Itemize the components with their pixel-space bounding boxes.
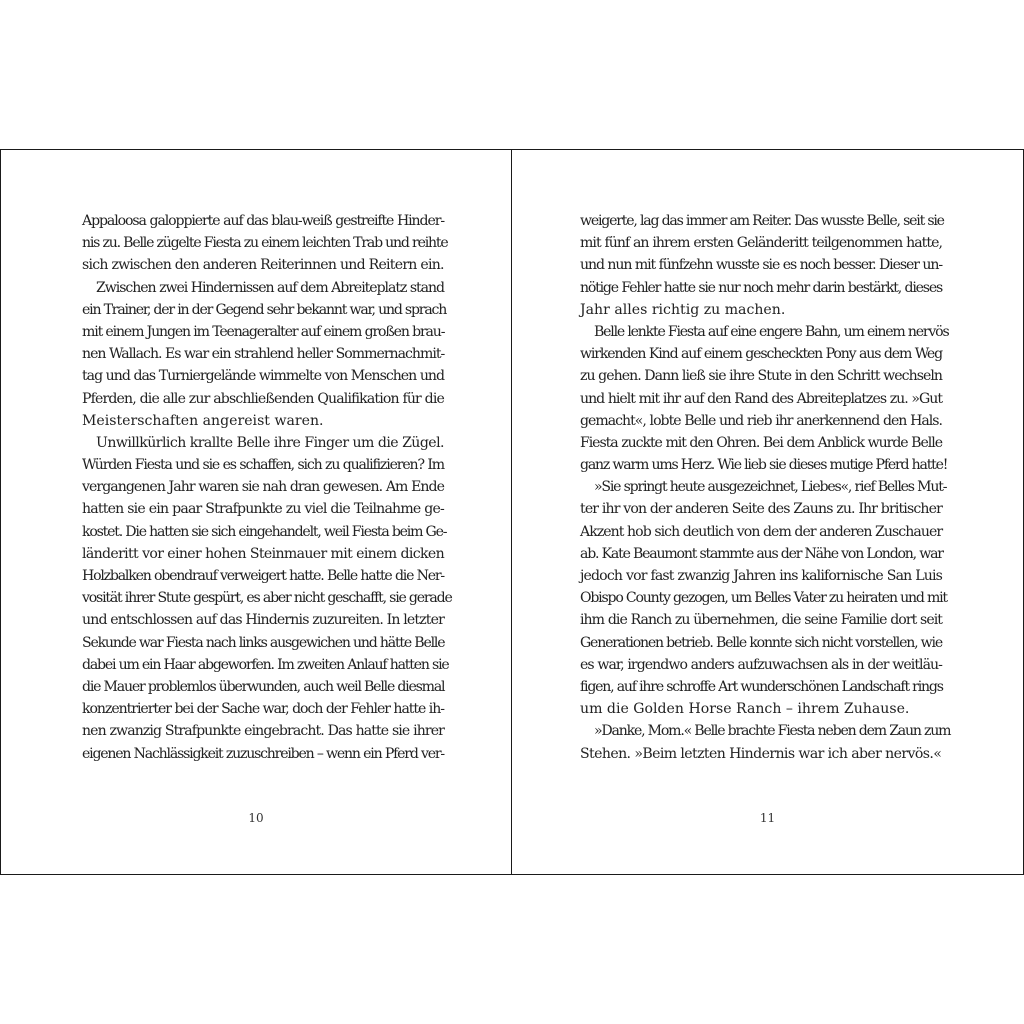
text-line: Unwillkürlich krallte Belle ihre Finger um die Zügel. (96, 434, 444, 451)
text-line: tag und das Turniergelände wimmelte von Menschen und (82, 368, 444, 385)
right-page-number: 11 (759, 811, 776, 825)
text-line: länderitt vor einer hohen Steinmauer mit einem dicken (82, 545, 444, 562)
right-page (512, 150, 1023, 874)
text-line: ganz warm ums Herz. Wie lieb sie dieses mutige Pferd hatte! (580, 457, 948, 474)
text-line: Sekunde war Fiesta nach links ausgewichen und hätte Belle (82, 634, 445, 651)
text-line: Stehen. »Beim letzten Hindernis war ich aber nervös.« (580, 745, 942, 762)
text-line: weigerte, lag das immer am Reiter. Das wusste Belle, seit sie (580, 213, 944, 229)
text-line: gemacht«, lobte Belle und rieb ihr anerkennend den Hals. (580, 412, 942, 429)
text-line: Würden Fiesta und sie es schaffen, sich zu qualifizieren? Im (82, 457, 444, 474)
text-line: Meisterschaften angereist waren. (82, 412, 324, 429)
text-line: ihm die Ranch zu übernehmen, die seine Familie dort seit (580, 612, 942, 629)
left-page-number: 10 (248, 811, 264, 825)
text-line: mit einem Jungen im Teenageralter auf einem großen brau- (82, 323, 445, 340)
text-line: figen, auf ihre schroffe Art wunderschönen Landschaft rings (580, 678, 943, 695)
text-line: Belle lenkte Fiesta auf eine engere Bahn, um einem nervös (594, 323, 949, 340)
text-line: Appaloosa galoppierte auf das blau-weiß gestreifte Hinder- (82, 213, 444, 229)
text-line: dabei um ein Haar abgeworfen. Im zweiten Anlauf hatten sie (82, 656, 449, 673)
text-line: ab. Kate Beaumont stammte aus der Nähe von London, war (580, 545, 943, 562)
text-line: »Danke, Mom.« Belle brachte Fiesta neben dem Zaun zum (594, 723, 951, 740)
text-line: nen zwanzig Strafpunkte eingebracht. Das hatte sie ihrer (82, 723, 444, 740)
text-line: kostet. Die hatten sie sich eingehandelt, weil Fiesta beim Ge- (82, 523, 447, 540)
right-page-text (580, 210, 951, 765)
text-line: eigenen Nachlässigkeit zuzuschreiben – wenn ein Pferd ver- (82, 745, 444, 762)
text-line: vosität ihrer Stute gespürt, es aber nicht geschafft, sie gerade (82, 590, 452, 607)
text-line: Fiesta zuckte mit den Ohren. Bei dem Anblick wurde Belle (580, 434, 942, 451)
left-page (1, 150, 512, 874)
text-line: Obispo County gezogen, um Belles Vater zu heiraten und mit (580, 590, 947, 607)
text-line: Akzent hob sich deutlich von dem der anderen Zuschauer (580, 523, 943, 540)
text-line: nötige Fehler hatte sie nur noch mehr darin bestärkt, dieses (580, 279, 942, 296)
text-line: vergangenen Jahr waren sie nah dran gewesen. Am Ende (82, 479, 444, 496)
text-line: konzentrierter bei der Sache war, doch der Fehler hatte ih- (82, 701, 444, 718)
text-line: ein Trainer, der in der Gegend sehr bekannt war, und sprach (82, 301, 447, 318)
text-line: Generationen betrieb. Belle konnte sich nicht vorstellen, wie (580, 634, 942, 651)
text-line: und nun mit fünfzehn wusste sie es noch besser. Dieser un- (580, 257, 942, 274)
text-line: ter ihr von der anderen Seite des Zauns zu. Ihr britischer (580, 501, 942, 518)
text-line: um die Golden Horse Ranch – ihrem Zuhause. (580, 701, 910, 718)
text-line: jedoch vor fast zwanzig Jahren ins kalifornische San Luis (580, 568, 942, 584)
text-line: und hielt mit ihr auf den Rand des Abreiteplatzes zu. »Gut (580, 390, 942, 407)
text-line: »Sie springt heute ausgezeichnet, Liebes«, rief Belles Mut- (594, 479, 947, 496)
text-line: wirkenden Kind auf einem gescheckten Pony aus dem Weg (580, 346, 942, 363)
text-line: Pferden, die alle zur abschließenden Qualifikation für die (82, 390, 444, 407)
text-line: hatten sie ein paar Strafpunkte zu viel die Teilnahme ge- (82, 501, 444, 518)
text-line: Zwischen zwei Hindernissen auf dem Abreiteplatz stand (96, 279, 444, 296)
text-line: zu gehen. Dann ließ sie ihre Stute in den Schritt wechseln (580, 368, 943, 385)
text-line: sich zwischen den anderen Reiterinnen und Reitern ein. (82, 257, 444, 274)
text-line: Holzbalken obendrauf verweigert hatte. Belle hatte die Ner- (82, 568, 444, 584)
text-line: es war, irgendwo anders aufzuwachsen als in der weitläu- (580, 656, 942, 673)
left-page-text (82, 210, 452, 765)
text-line: mit fünf an ihrem ersten Geländeritt teilgenommen hatte, (580, 235, 942, 252)
text-line: und entschlossen auf das Hindernis zuzureiten. In letzter (82, 612, 444, 629)
text-line: nen Wallach. Es war ein strahlend heller Sommernachmit- (82, 346, 445, 363)
text-line: nis zu. Belle zügelte Fiesta zu einem leichten Trab und reihte (82, 235, 448, 252)
text-line: die Mauer problemlos überwunden, auch weil Belle diesmal (82, 678, 445, 695)
book-spread (0, 149, 1024, 875)
text-line: Jahr alles richtig zu machen. (580, 301, 786, 318)
